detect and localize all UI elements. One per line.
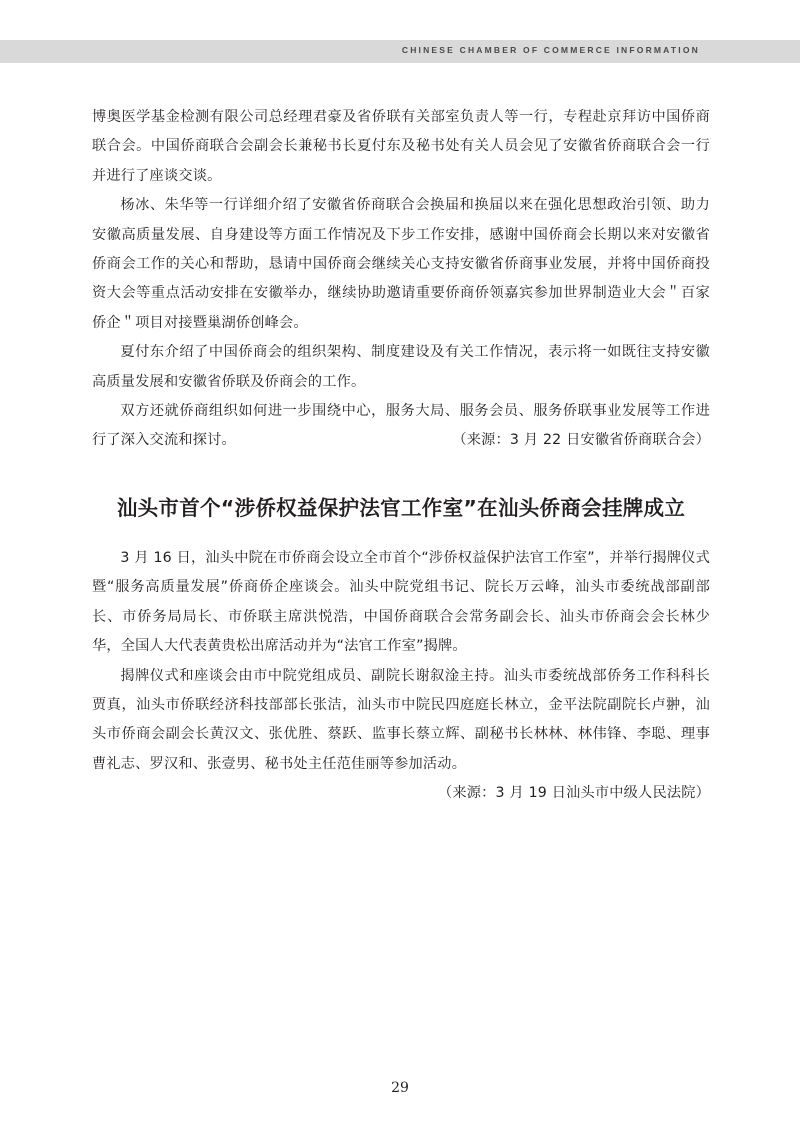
article1-paragraph-4-text: 双方还就侨商组织如何进一步围绕中心，服务大局、服务会员、服务侨联事业发展等工作进行了深入交流和探讨。: [92, 403, 710, 449]
article2-source: （来源：3 月 19 日汕头市中级人民法院）: [437, 785, 710, 802]
article1-paragraph-4: [92, 397, 710, 456]
page-number: 29: [391, 1080, 409, 1096]
article2-paragraph-2: 揭牌仪式和座谈会由市中院党组成员、副院长谢叙淦主持。汕头市委统战部侨务工作科科长贾真，汕头市侨联经济科技部部长张洁，汕头市中院民四庭庭长林立，金平法院副院长卢翀，汕头市侨商会副会长黄汉文、张优胜、蔡跃、监事长蔡立辉、副秘书长林林、林伟锋、李聪、理事曹礼志、罗汉和、张壹男、秘书处主任范佳丽等参加活动。: [92, 667, 710, 772]
running-header: CHINESE CHAMBER OF COMMERCE INFORMATION: [401, 45, 700, 55]
article2-title: 汕头市首个“涉侨权益保护法官工作室”在汕头侨商会挂牌成立: [116, 495, 686, 520]
article1-paragraph-1: 博奥医学基金检测有限公司总经理君豪及省侨联有关部室负责人等一行，专程赴京拜访中国侨商联合会。中国侨商联合会副会长兼秘书长夏付东及秘书处有关人员会见了安徽省侨商联合会一行并进行了座谈交谈。: [92, 109, 710, 184]
article1-paragraph-3: 夏付东介绍了中国侨商会的组织架构、制度建设及有关工作情况，表示将一如既往支持安徽高质量发展和安徽省侨联及侨商会的工作。: [92, 344, 710, 390]
article1-paragraph-2: 杨冰、朱华等一行详细介绍了安徽省侨商联合会换届和换届以来在强化思想政治引领、助力安徽高质量发展、自身建设等方面工作情况及下步工作安排，感谢中国侨商会长期以来对安徽省侨商会工作的关心和帮助，恳请中国侨商会继续关心支持安徽省侨商事业发展，并将中国侨商投资大会等重点活动安排在安徽举办，继续协助邀请重要侨商侨领嘉宾参加世界制造业大会＂百家侨企＂项目对接暨巢湖侨创峰会。: [92, 197, 710, 331]
article2-paragraph-1: 3 月 16 日，汕头中院在市侨商会设立全市首个“涉侨权益保护法官工作室”，并举行揭牌仪式暨“服务高质量发展”侨商侨企座谈会。汕头中院党组书记、院长万云峰，汕头市委统战部副部长、市侨务局局长、市侨联主席洪悦浩，中国侨商联合会常务副会长、汕头市侨商会会长林少华，全国人大代表黄贵松出席活动并为“法官工作室”揭牌。: [92, 549, 710, 655]
article1-source: （来源：3 月 22 日安徽省侨商联合会）: [452, 432, 710, 449]
page-content: [92, 103, 710, 809]
